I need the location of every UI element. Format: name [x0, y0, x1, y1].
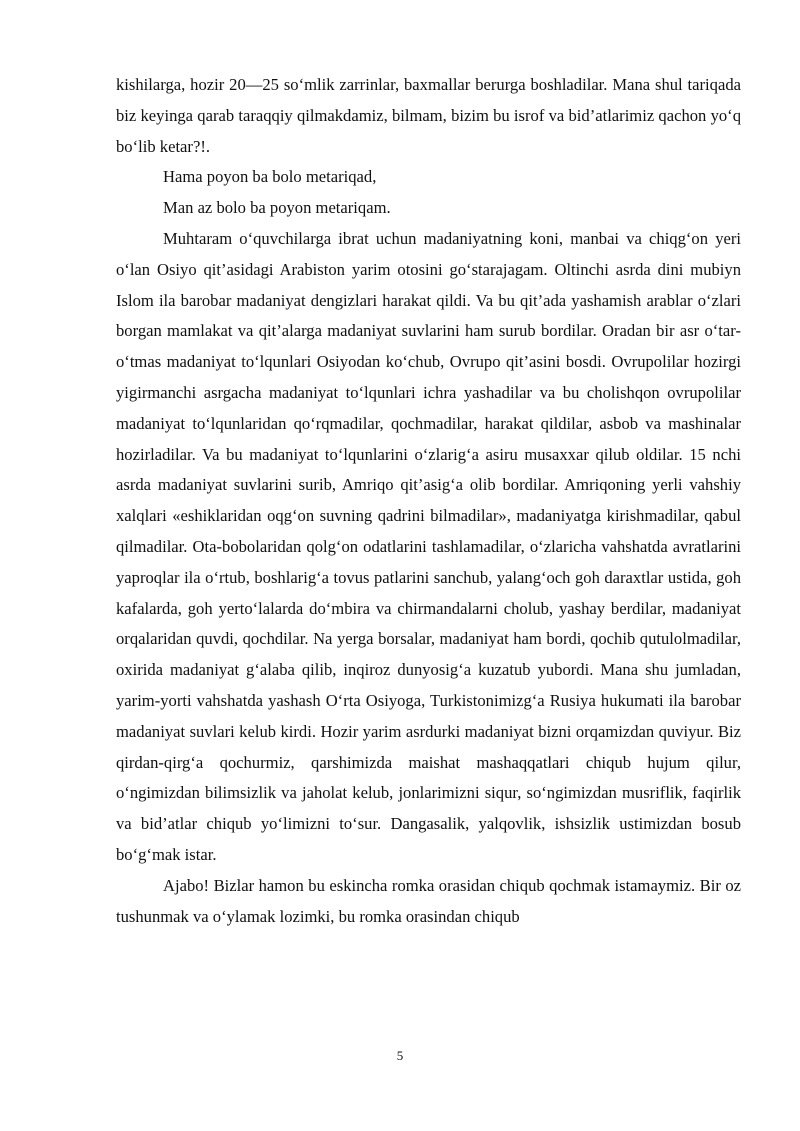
verse-line-1: Hama poyon ba bolo metariqad,: [163, 167, 377, 187]
paragraph-opening: kishilarga, hozir 20—25 so‘mlik zarrinlar, baxmallar berurga boshladilar. Mana shul tariqada biz keyinga qarab taraqqiy qilmakdamiz, bilmam, bizim bu isrof va bid’atlarimiz qachon yo‘q bo‘lib ketar?!.: [116, 75, 741, 156]
verse-line-2: Man az bolo ba poyon metariqam.: [163, 198, 391, 218]
page-number: 5: [396, 1048, 404, 1063]
paragraph-closing: Ajabo! Bizlar hamon bu eskincha romka orasidan chiqub qochmak istamaymiz. Bir oz tushunmak va o‘ylamak lozimki, bu romka orasindan chiqub: [116, 875, 741, 926]
page-body: [116, 70, 741, 932]
paragraph-main: Muhtaram o‘quvchilarga ibrat uchun madaniyatning koni, manbai va chiqg‘on yeri o‘lan Osiyo qit’asidagi Arabiston yarim otosini go‘starajagam. Oltinchi asrda dini mubiyn Islom ila barobar madaniyat dengizlari harakat qildi. Va bu qit’ada yashamish arablar o‘zlari borgan mamlakat va qit’alarga madaniyat suvlarini ham surub bordilar. Oradan bir asr o‘tar-o‘tmas madaniyat to‘lqunlari Osiyodan ko‘chub, Ovrupo qit’asini bosdi. Ovrupolilar hozirgi yigirmanchi asrgacha madaniyat to‘lqunlari ichra yashadilar va bu cholishqon ovrupolilar madaniyat to‘lqunlaridan qo‘rqmadilar, qochmadilar, harakat qildilar, asbob va mashinalar hozirladilar. Va bu madaniyat to‘lqunlarini o‘zlarig‘a asiru musaxxar qilub oldilar. 15 nchi asrda madaniyat suvlarini surib, Amriqo qit’asig‘a olib bordilar. Amriqoning yerli vahshiy xalqlari «eshiklaridan oqg‘on suvning qadrini bilmadilar», madaniyatga kirishmadilar, qabul qilmadilar. Ota-bobolaridan qolg‘on odatlarini tashlamadilar, o‘zlaricha vahshatda avratlarini yaproqlar ila o‘rtub, boshlarig‘a tovus patlarini sanchub, yalang‘och goh daraxtlar ustida, goh kafalarda, goh yerto‘lalarda do‘mbira va chirmandalarni cholub, yashay berdilar, madaniyat orqalaridan quvdi, qochdilar. Na yerga borsalar, madaniyat ham bordi, qochib qutulolmadilar, oxirida madaniyat g‘alaba qilib, inqiroz dunyosig‘a kuzatub yubordi. Mana shu jumladan, yarim-yorti vahshatda yashash O‘rta Osiyoga, Turkistonimizg‘a Rusiya hukumati ila barobar madaniyat suvlari kelub kirdi. Hozir yarim asrdurki madaniyat bizni orqamizdan quviyur. Biz qirdan-qirg‘a qochurmiz, qarshimizda maishat mashaqqatlari chiqub hujum qilur, o‘ngimizdan bilimsizlik va jaholat kelub, jonlarimizni siqur, so‘ngimizdan musriflik, faqirlik va bid’atlar chiqub yo‘limizni to‘sur. Dangasalik, yalqovlik, ishsizlik ustimizdan bosub bo‘g‘mak istar.: [116, 228, 741, 864]
